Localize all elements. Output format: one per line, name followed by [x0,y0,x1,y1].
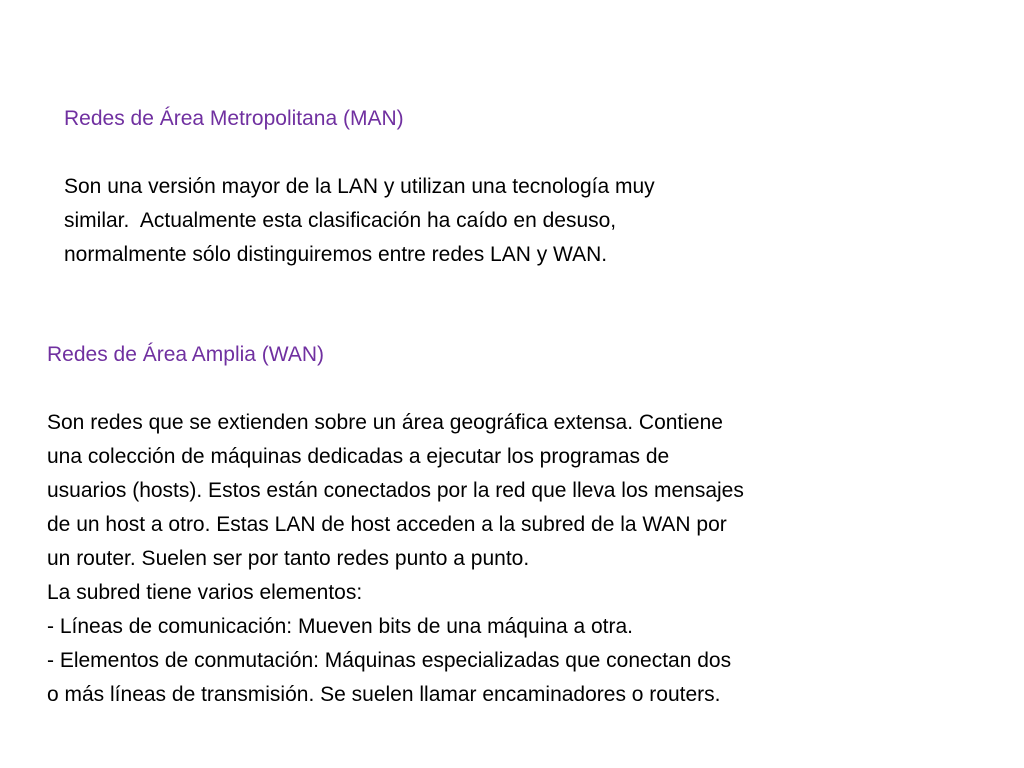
wan-line-3: usuarios (hosts). Estos están conectados por la red que lleva los mensajes [47,479,744,502]
man-heading: Redes de Área Metropolitana (MAN) [64,107,404,130]
wan-spacer [47,372,947,406]
wan-line-9: o más líneas de transmisión. Se suelen llamar encaminadores o routers. [47,683,721,706]
wan-heading: Redes de Área Amplia (WAN) [47,343,324,366]
wan-line-6: La subred tiene varios elementos: [47,581,363,604]
wan-line-8: - Elementos de conmutación: Máquinas especializadas que conectan dos [47,649,732,672]
man-paragraph [64,170,824,272]
wan-line-1: Son redes que se extienden sobre un área geográfica extensa. Contiene [47,411,723,434]
wan-paragraph [47,406,947,712]
wan-line-5: un router. Suelen ser por tanto redes punto a punto. [47,547,530,570]
wan-section [47,338,947,712]
man-spacer [64,136,824,170]
wan-line-2: una colección de máquinas dedicadas a ejecutar los programas de [47,445,670,468]
man-section [64,102,824,272]
man-line-1: Son una versión mayor de la LAN y utilizan una tecnología muy [64,175,655,198]
man-line-2: similar. Actualmente esta clasificación ha caído en desuso, [64,209,617,232]
man-line-3: normalmente sólo distinguiremos entre redes LAN y WAN. [64,243,608,266]
wan-line-4: de un host a otro. Estas LAN de host acceden a la subred de la WAN por [47,513,727,536]
wan-line-7: - Líneas de comunicación: Mueven bits de una máquina a otra. [47,615,634,638]
